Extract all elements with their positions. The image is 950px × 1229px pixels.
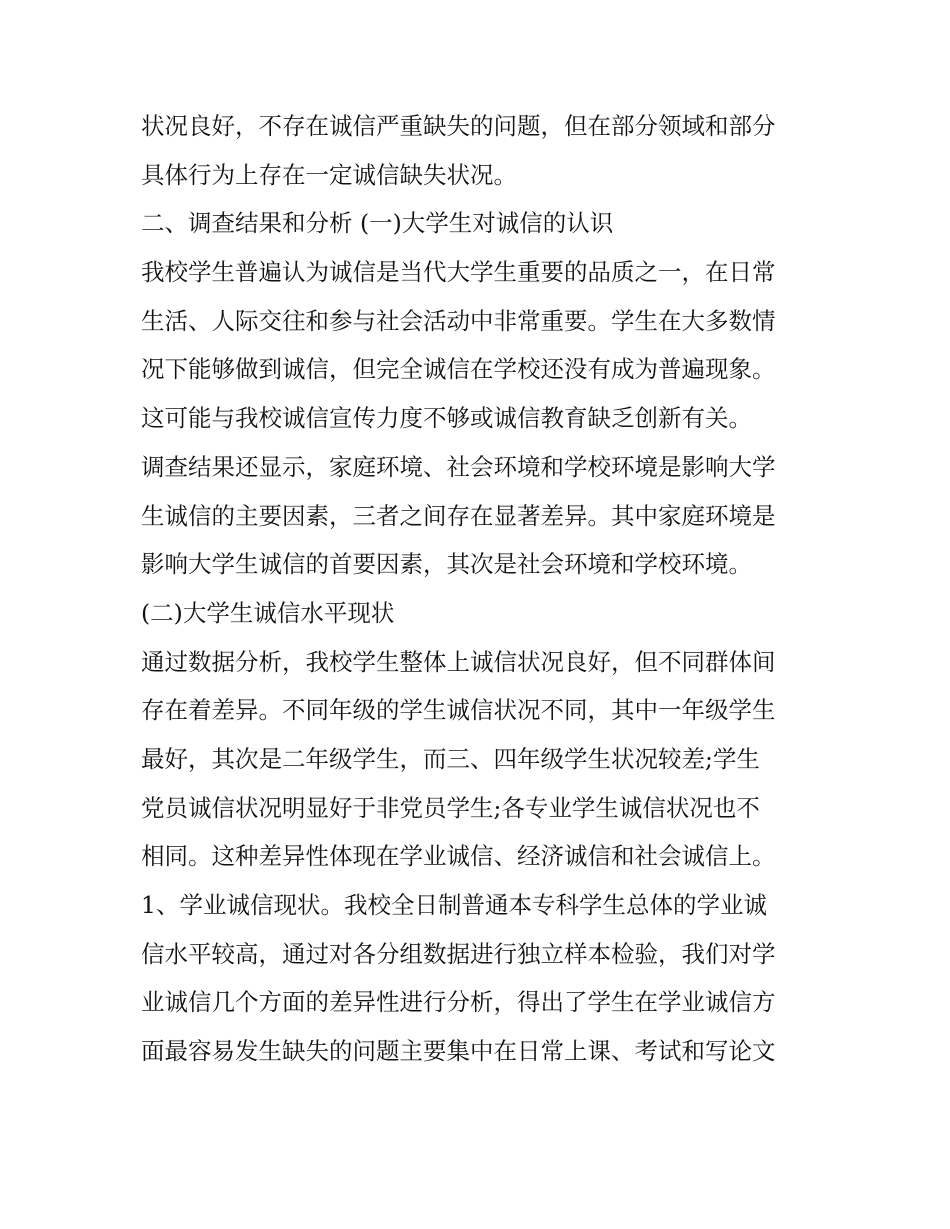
text-line: 调查结果还显示，家庭环境、社会环境和学校环境是影响大学 [141,452,776,481]
text-line: 相同。这种差异性体现在学业诚信、经济诚信和社会诚信上。 [141,842,776,871]
text-line: 生诚信的主要因素，三者之间存在显著差异。其中家庭环境是 [141,501,776,530]
text-line: 影响大学生诚信的首要因素，其次是社会环境和学校环境。 [141,550,752,579]
text-line: 状况良好，不存在诚信严重缺失的问题，但在部分领域和部分 [141,112,776,140]
text-line: 生活、人际交往和参与社会活动中非常重要。学生在大多数情 [141,306,776,335]
section-heading: 二、调查结果和分析 (一)大学生对诚信的认识 [141,209,614,238]
text-line: 1、学业诚信现状。我校全日制普通本专科学生总体的学业诚 [141,891,767,919]
text-line: 况下能够做到诚信，但完全诚信在学校还没有成为普遍现象。 [141,355,776,384]
text-line: 最好，其次是二年级学生，而三、四年级学生状况较差;学生 [141,744,760,773]
text-line: 存在着差异。不同年级的学生诚信状况不同，其中一年级学生 [141,696,776,725]
text-line: 通过数据分析，我校学生整体上诚信状况良好，但不同群体间 [141,647,776,676]
text-line: 面最容易发生缺失的问题主要集中在日常上课、考试和写论文 [141,1037,776,1066]
subsection-heading: (二)大学生诚信水平现状 [141,598,395,627]
text-line: 党员诚信状况明显好于非党员学生;各专业学生诚信状况也不 [141,793,760,822]
body-text [141,102,821,1076]
text-line: 这可能与我校诚信宣传力度不够或诚信教育缺乏创新有关。 [141,404,752,433]
text-line: 具体行为上存在一定诚信缺失状况。 [141,160,517,189]
text-line: 我校学生普遍认为诚信是当代大学生重要的品质之一，在日常 [141,258,776,287]
text-line: 业诚信几个方面的差异性进行分析，得出了学生在学业诚信方 [141,988,776,1017]
text-line: 信水平较高，通过对各分组数据进行独立样本检验，我们对学 [141,939,776,968]
